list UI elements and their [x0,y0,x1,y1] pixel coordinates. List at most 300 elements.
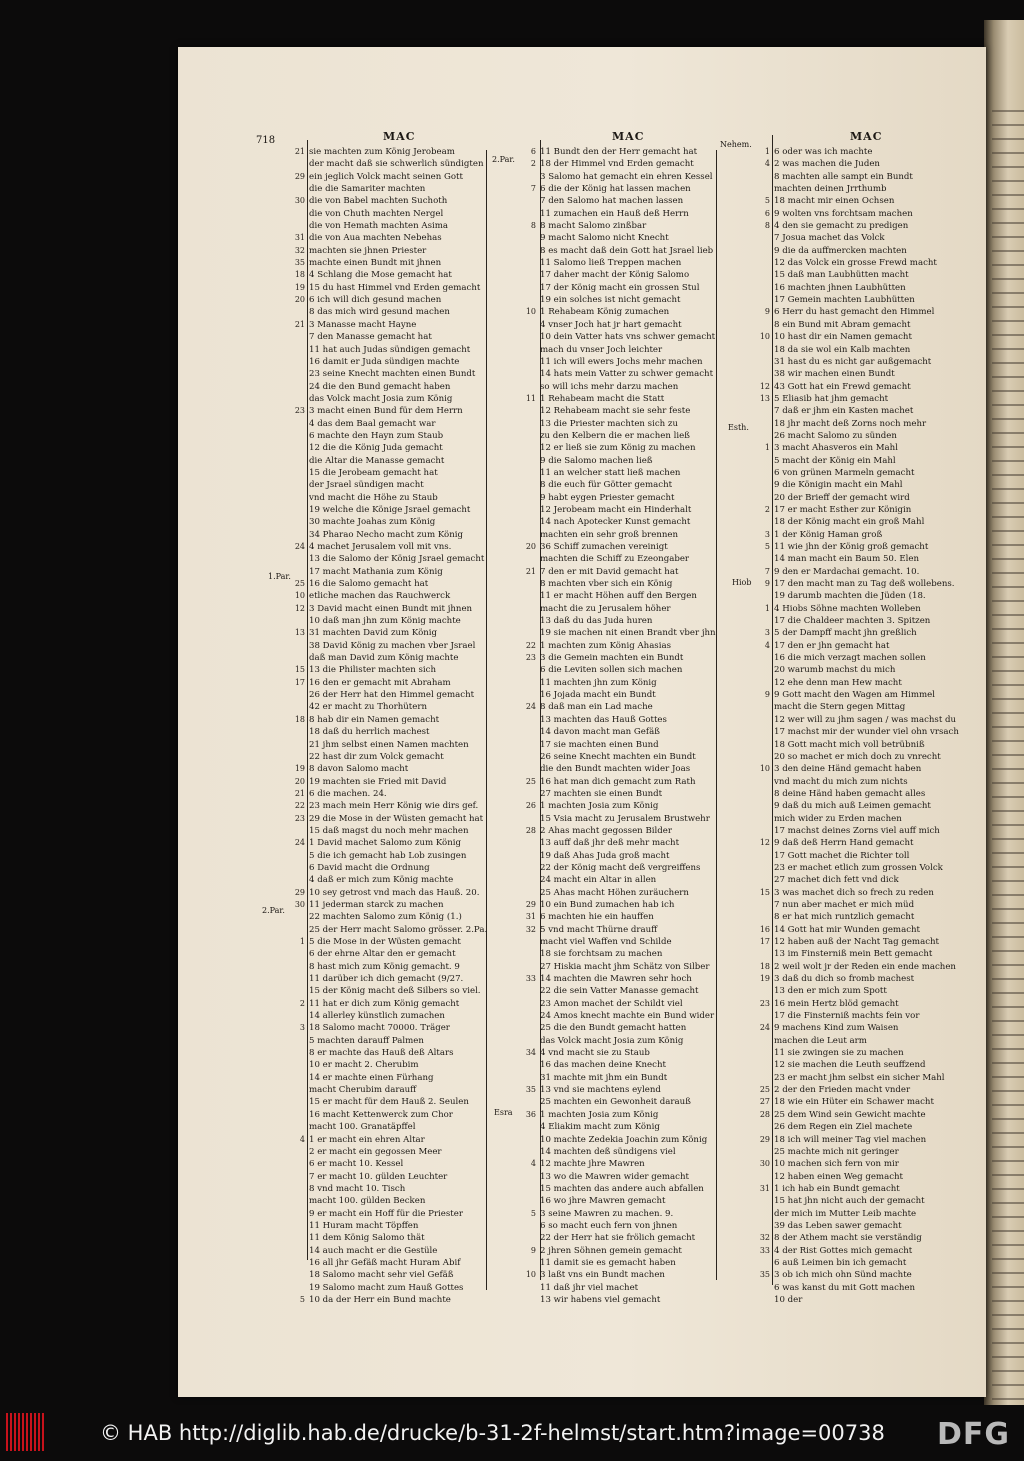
index-entry [748,936,978,948]
entry-text: macht die Stern gegen Mittag [774,702,906,713]
entry-text: 27 machet dich fett vnd dick [774,875,899,886]
entry-text: 25 dem Wind sein Gewicht machte [774,1109,926,1120]
index-entry [514,220,724,232]
adjacent-text-line [992,964,1024,966]
verse-ref: 24 [525,702,536,712]
index-entry [283,171,488,183]
entry-text: 6 was kanst du mit Gott machen [774,1282,916,1293]
index-entry [748,615,978,627]
index-entry [514,652,724,664]
index-entry [283,393,488,405]
entry-text: 38 David König zu machen vber Jsrael [309,640,476,651]
entry-text: 1 ich hab ein Bundt gemacht [774,1183,900,1194]
entry-text: 8 er machte das Hauß deß Altars [309,1048,454,1059]
index-entry [748,1047,978,1059]
entry-text: 25 Ahas macht Höhen zuräuchern [540,887,689,898]
verse-ref: 31 [759,1183,770,1193]
entry-text: 23 er machet etlich zum grossen Volck [774,862,943,873]
adjacent-text-line [992,768,1024,770]
index-entry [748,1195,978,1207]
index-entry [748,837,978,849]
index-entry [748,1096,978,1108]
entry-text: 2 was machen die Juden [774,159,880,170]
index-entry [748,171,978,183]
verse-ref: 28 [525,825,536,835]
entry-text: 30 machte Joahas zum König [309,517,436,528]
entry-text: 7 daß er jhm ein Kasten machet [774,406,914,417]
entry-text: 24 Amos knecht machte ein Bund wider [540,1011,715,1022]
index-entry [283,1171,488,1183]
index-entry [748,800,978,812]
entry-text: 4 der Rist Gottes mich gemacht [774,1245,913,1256]
verse-ref: 2 [764,504,770,514]
entry-text: der mich im Mutter Leib machte [774,1208,917,1219]
verse-ref: 7 [764,566,770,576]
entry-text: 4 das dem Baal gemacht war [309,418,436,429]
entry-text: 8 daß man ein Lad mache [540,702,653,713]
entry-text: 1 der König Haman groß [774,529,883,540]
index-entry [748,195,978,207]
entry-text: 22 die sein Vatter Manasse gemacht [540,986,699,997]
index-entry [514,948,724,960]
entry-text: 10 machen sich fern von mir [774,1159,899,1170]
adjacent-text-line [992,992,1024,994]
entry-text: 4 Hiobs Söhne machten Wolleben [774,603,921,614]
entry-text: machten sie jhnen Priester [309,245,427,256]
verse-ref: 5 [299,1294,305,1304]
index-entry [514,553,724,565]
entry-text: 12 sie machen die Leuth seuffzend [774,1060,926,1071]
entry-text: 11 Bundt den der Herr gemacht hat [540,147,698,157]
index-entry [283,998,488,1010]
index-entry [748,1282,978,1294]
verse-ref: 21 [294,147,305,156]
index-entry [514,739,724,751]
index-entry [514,306,724,318]
verse-ref: 4 [764,640,770,650]
adjacent-text-line [992,1202,1024,1204]
index-entry [748,1134,978,1146]
index-entry [514,1232,724,1244]
entry-text: 11 damit sie es gemacht haben [540,1257,676,1268]
adjacent-text-line [992,460,1024,462]
entry-text: 25 machten ein Gewonheit darauß [540,1097,691,1108]
entry-text: 6 die Leviten sollen sich machen [540,665,683,676]
copyright-url[interactable]: © HAB http://diglib.hab.de/drucke/b-31-2f-helmst/start.htm?image=00738 [100,1421,885,1445]
entry-text: 5 vnd macht Thürne drauff [540,924,658,935]
entry-text: 8 hab dir ein Namen gemacht [309,714,440,725]
verse-ref: 19 [294,764,305,774]
entry-text: 13 auff daß jhr deß mehr macht [540,838,680,849]
entry-text: 12 wer will zu jhm sagen / was machst du [774,714,957,725]
index-entry [283,1146,488,1158]
entry-text: 7 den Manasse gemacht hat [309,332,432,343]
adjacent-text-line [992,110,1024,112]
entry-text: 13 die Salomo der König Jsrael gemacht [309,554,485,565]
entry-text: 8 deine Händ haben gemacht alles [774,788,926,799]
index-entry [514,208,724,220]
entry-text: 13 den er mich zum Spott [774,986,887,997]
margin-book-label: 1.Par. [268,572,291,581]
index-entry [748,393,978,405]
verse-ref: 22 [294,801,305,811]
adjacent-text-line [992,1062,1024,1064]
index-entry [748,763,978,775]
entry-text: 8 das mich wird gesund machen [309,307,450,318]
index-entry [283,492,488,504]
index-entry [748,899,978,911]
index-entry [283,825,488,837]
entry-text: 8 er hat mich runtzlich gemacht [774,912,915,923]
entry-text: mich wider zu Erden machen [774,813,902,824]
entry-text: 2 jhren Söhnen gemein gemacht [540,1245,682,1256]
index-entry [514,442,724,454]
index-entry [514,924,724,936]
index-entry [283,1035,488,1047]
index-entry [748,504,978,516]
entry-text: 9 machens Kind zum Waisen [774,1023,899,1034]
entry-text: 14 nach Apotecker Kunst gemacht [540,517,691,528]
verse-ref: 23 [759,998,770,1008]
adjacent-text-line [992,544,1024,546]
index-entry [748,862,978,874]
entry-text: 12 machte jhre Mawren [540,1159,645,1170]
entry-text: 14 auch macht er die Gestüle [309,1245,438,1256]
entry-text: 16 den er gemacht mit Abraham [309,677,451,688]
index-entry [283,1245,488,1257]
index-entry [514,776,724,788]
entry-text: 17 daher macht der König Salomo [540,270,690,281]
index-entry [514,1294,724,1306]
index-entry [283,701,488,713]
adjacent-text-line [992,334,1024,336]
index-entry [514,825,724,837]
entry-text: 11 jederman starck zu machen [309,899,444,910]
index-entry [283,1195,488,1207]
column-header-2: MAC [612,130,645,143]
entry-text: 3 die Gemein machten ein Bundt [540,653,684,664]
index-entry [748,1257,978,1269]
adjacent-text-line [992,1006,1024,1008]
entry-text: 21 jhm selbst einen Namen machten [309,739,469,750]
index-entry [748,1109,978,1121]
entry-text: 13 daß du das Juda huren [540,616,653,627]
entry-text: 12 das Volck ein grosse Frewd macht [774,258,937,269]
adjacent-text-line [992,432,1024,434]
index-entry [514,282,724,294]
verse-ref: 19 [759,974,770,984]
index-entry [514,146,724,158]
entry-text: 9 den er Mardachai gemacht. 10. [774,566,920,577]
index-entry [748,1220,978,1232]
entry-text: 7 den Salomo hat machen lassen [540,196,684,207]
index-entry [514,1084,724,1096]
adjacent-text-line [992,1076,1024,1078]
index-entry [748,331,978,343]
index-entry [748,1010,978,1022]
entry-text: 5 der Dampff macht jhn greßlich [774,628,917,639]
entry-text: machte einen Bundt mit jhnen [309,258,442,269]
verse-ref: 10 [759,764,770,774]
index-entry [283,183,488,195]
index-entry [514,331,724,343]
index-entry [283,566,488,578]
entry-text: 18 der Himmel vnd Erden gemacht [540,159,694,170]
adjacent-text-line [992,698,1024,700]
entry-text: 18 macht mir einen Ochsen [774,196,895,207]
adjacent-text-line [992,740,1024,742]
entry-text: 9 daß du mich auß Leimen gemacht [774,801,931,812]
entry-text: 25 der Herr macht Salomo grösser. 2.Pa. [309,924,488,935]
verse-ref: 3 [299,1023,305,1033]
entry-text: 12 haben einen Weg gemacht [774,1171,904,1182]
verse-ref: 20 [294,295,305,305]
index-entry [283,603,488,615]
index-entry [514,393,724,405]
entry-text: 15 daß man Laubhütten macht [774,270,909,281]
index-entry [283,948,488,960]
entry-text: 10 er macht 2. Cherubim [309,1060,419,1071]
index-entry [748,603,978,615]
adjacent-text-line [992,754,1024,756]
index-entry [514,985,724,997]
entry-text: 42 er macht zu Thorhütern [309,702,427,713]
entry-text: 6 er macht 10. Kessel [309,1159,404,1170]
verse-ref: 13 [759,393,770,403]
index-entry [283,850,488,862]
adjacent-text-line [992,404,1024,406]
index-entry [514,1047,724,1059]
index-entry [748,430,978,442]
index-entry [748,850,978,862]
verse-ref: 10 [525,1270,536,1280]
column-header-3: MAC [850,130,883,143]
entry-text: 6 machten hie ein hauffen [540,912,654,923]
index-entry [748,1072,978,1084]
entry-text: 18 da sie wol ein Kalb machten [774,344,911,355]
verse-ref: 33 [525,974,536,984]
entry-text: 11 ich will ewers Jochs mehr machen [540,356,703,367]
adjacent-text-line [992,642,1024,644]
index-entry [514,1010,724,1022]
entry-text: 19 machten sie Fried mit David [309,776,447,787]
index-entry [748,714,978,726]
index-entry [748,368,978,380]
index-entry [283,1220,488,1232]
index-entry [283,529,488,541]
verse-ref: 20 [294,776,305,786]
index-entry [514,269,724,281]
verse-ref: 24 [294,542,305,551]
adjacent-text-line [992,1356,1024,1358]
adjacent-text-line [992,880,1024,882]
entry-text: 17 Gemein machten Laubhütten [774,295,915,306]
adjacent-text-line [992,1328,1024,1330]
entry-text: 19 sie machen nit einen Brandt vber jhn [540,628,716,639]
index-entry [514,874,724,886]
verse-ref: 17 [759,937,770,946]
index-entry [748,294,978,306]
index-entry [748,776,978,788]
index-entry [283,1096,488,1108]
index-entry [514,751,724,763]
verse-ref: 24 [759,1023,770,1033]
entry-text: 1 David machet Salomo zum König [309,838,462,849]
entry-text: 31 hast du es nicht gar außgemacht [774,356,932,367]
entry-text: 1 er macht ein ehren Altar [309,1134,425,1145]
entry-text: 38 wir machen einen Bundt [774,369,895,380]
adjacent-text-line [992,152,1024,154]
entry-text: 22 machten Salomo zum König (1.) [309,912,462,923]
verse-ref: 35 [294,258,305,268]
index-entry [283,1109,488,1121]
margin-book-label: Hiob [732,578,752,587]
index-entry [514,961,724,973]
entry-text: 10 daß man jhn zum König machte [309,616,461,627]
index-entry [748,788,978,800]
index-entry [514,1022,724,1034]
entry-text: 11 wie jhn der König groß gemacht [774,542,929,552]
index-entry [283,788,488,800]
index-entry [283,1158,488,1170]
entry-text: 14 man macht ein Baum 50. Elen [774,554,920,565]
verse-ref: 22 [525,640,536,650]
adjacent-text-line [992,1174,1024,1176]
index-entry [283,467,488,479]
verse-ref: 27 [759,1097,770,1107]
entry-text: 4 vnd macht sie zu Staub [540,1048,650,1059]
adjacent-text-line [992,474,1024,476]
entry-text: 11 Salomo ließ Treppen machen [540,258,682,269]
entry-text: 5 die ich gemacht hab Lob zusingen [309,850,467,861]
index-entry [283,726,488,738]
index-entry [748,1121,978,1133]
index-entry [283,887,488,899]
adjacent-text-line [992,390,1024,392]
entry-text: 11 zumachen ein Hauß deß Herrn [540,208,689,219]
entry-text: 22 hast dir zum Volck gemacht [309,751,444,762]
entry-text: 18 Gott macht mich voll betrübniß [774,739,925,750]
entry-text: 26 macht Salomo zu sünden [774,430,897,441]
index-entry [283,455,488,467]
entry-text: 10 sey getrost vnd mach das Hauß. 20. [309,887,480,898]
index-entry [514,837,724,849]
index-entry [514,1146,724,1158]
index-entry [514,1134,724,1146]
index-entry [748,677,978,689]
entry-text: 2 der den Frieden macht vnder [774,1085,911,1096]
index-entry [514,232,724,244]
footer-bar [0,1405,1024,1461]
index-entry [283,689,488,701]
index-entry [283,1121,488,1133]
index-column-2 [514,146,724,1306]
index-entry [748,183,978,195]
entry-text: 18 sie forchtsam zu machen [540,949,663,960]
adjacent-text-line [992,726,1024,728]
adjacent-text-line [992,502,1024,504]
entry-text: 23 er macht jhm selbst ein sicher Mahl [774,1072,945,1083]
entry-text: 25 die den Bundt gemacht hatten [540,1023,687,1034]
verse-ref: 18 [759,961,770,971]
verse-ref: 34 [525,1048,536,1058]
entry-text: 14 machten die Mawren sehr hoch [540,974,692,985]
index-entry [748,529,978,541]
entry-text: 17 die Finsterniß machts fein vor [774,1011,920,1022]
entry-text: die den Bundt machten wider Joas [540,764,691,775]
index-entry [748,282,978,294]
adjacent-text-line [992,1384,1024,1386]
index-entry [514,1059,724,1071]
index-entry [283,344,488,356]
index-entry [748,516,978,528]
adjacent-text-line [992,516,1024,518]
index-entry [748,566,978,578]
index-entry [748,553,978,565]
verse-ref: 21 [294,319,305,329]
entry-text: 9 wolten vns forchtsam machen [774,208,913,219]
adjacent-text-line [992,180,1024,182]
index-entry [283,282,488,294]
entry-text: so will ichs mehr darzu machen [540,381,679,392]
verse-ref: 23 [294,813,305,823]
index-entry [283,516,488,528]
entry-text: machten deinen Jrrthumb [774,184,887,195]
entry-text: 25 machte mich nit geringer [774,1146,899,1157]
entry-text: 15 der König macht deß Silbers so viel. [309,986,481,997]
index-entry [514,936,724,948]
index-entry [748,344,978,356]
entry-text: 3 David macht einen Bundt mit jhnen [309,603,473,614]
index-entry [283,158,488,170]
index-entry [514,726,724,738]
adjacent-text-line [992,1342,1024,1344]
index-entry [748,1208,978,1220]
index-entry [283,677,488,689]
entry-text: ein jeglich Volck macht seinen Gott [309,171,463,182]
verse-ref: 23 [525,653,536,663]
index-entry [283,418,488,430]
adjacent-text-line [992,950,1024,952]
adjacent-text-line [992,530,1024,532]
adjacent-text-line [992,1104,1024,1106]
entry-text: 7 nun aber machet er mich müd [774,899,915,910]
entry-text: 1 Rehabeam macht die Statt [540,393,665,404]
index-entry [748,652,978,664]
entry-text: 17 den macht man zu Tag deß wollebens. [774,579,955,590]
index-entry [514,1158,724,1170]
index-entry [283,911,488,923]
index-entry [514,368,724,380]
index-entry [748,998,978,1010]
entry-text: 10 dein Vatter hats vns schwer gemacht [540,332,716,343]
entry-text: 43 Gott hat ein Frewd gemacht [774,381,911,392]
entry-text: 15 daß magst du noch mehr machen [309,825,469,836]
index-entry [514,714,724,726]
entry-text: 1 machten Josia zum König [540,1109,659,1120]
entry-text: die von Hemath machten Asima [309,221,448,232]
index-entry [283,1282,488,1294]
entry-text: 23 Amon machet der Schildt viel [540,998,683,1009]
verse-ref: 29 [759,1134,770,1144]
index-entry [283,763,488,775]
index-entry [283,1208,488,1220]
entry-text: 7 Josua machet das Volck [774,233,885,244]
verse-ref: 3 [764,628,770,638]
index-entry [748,257,978,269]
index-entry [514,788,724,800]
verse-ref: 15 [759,887,770,897]
